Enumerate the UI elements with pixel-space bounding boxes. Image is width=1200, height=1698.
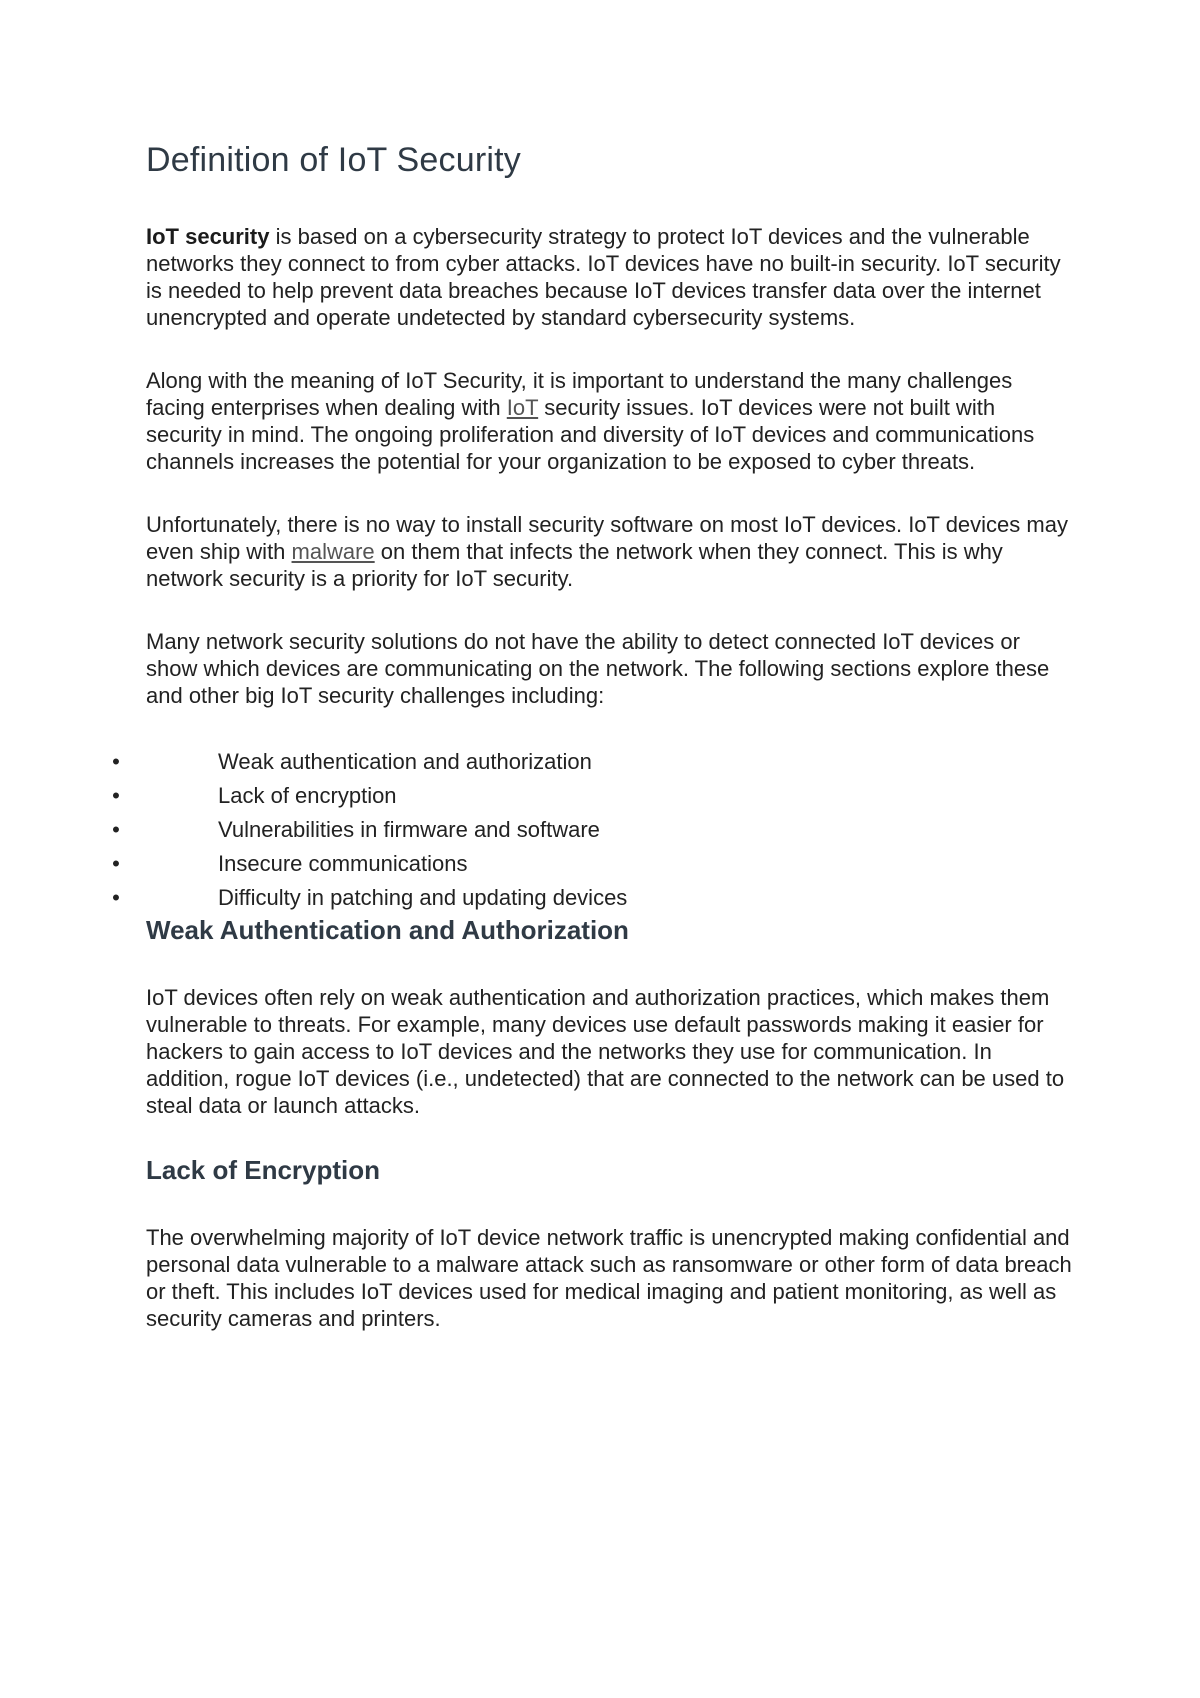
list-item (106, 847, 1076, 881)
list-item-text: Weak authentication and authorization (218, 748, 592, 774)
intro-paragraph (146, 223, 1076, 331)
bullet-icon: • (112, 850, 120, 876)
list-item (106, 779, 1076, 813)
malware-paragraph (146, 511, 1076, 592)
bullet-icon: • (112, 884, 120, 910)
iot-link[interactable]: IoT (506, 394, 539, 420)
intro-text: is based on a cybersecurity strategy to protect IoT devices and the vulnerable networks they connect to from cyber attacks. IoT devices have no built-in security. IoT security is needed to help prevent data breaches because IoT devices transfer data over the internet unencrypted and operate undetected by standard cybersecurity systems. (146, 223, 1061, 330)
intro-bold-lead: IoT security (146, 223, 270, 249)
weak-authentication-paragraph: IoT devices often rely on weak authentication and authorization practices, which makes them vulnerable to threats. For example, many devices use default passwords making it easier for hackers to gain access to IoT devices and the networks they use for communication. In addition, rogue IoT devices (i.e., undetected) that are connected to the network can be used to steal data or launch attacks. (146, 984, 1065, 1118)
list-item (106, 881, 1076, 915)
list-item-text: Difficulty in patching and updating devices (218, 884, 628, 910)
document-body (112, 140, 1076, 1368)
bullet-icon: • (112, 816, 120, 842)
list-item-text: Insecure communications (218, 850, 468, 876)
challenges-intro-paragraph (146, 367, 1076, 475)
para2-text-before: Along with the meaning of IoT Security, it is important to understand the many challenges facing enterprises when dealing with (146, 367, 1013, 420)
bullet-icon: • (112, 782, 120, 808)
list-item-text: Lack of encryption (218, 782, 397, 808)
para3-text-after: on them that infects the network when they connect. This is why network security is a priority for IoT security. (146, 538, 1003, 591)
list-item (106, 813, 1076, 847)
challenge-list (106, 745, 1076, 915)
sections-overview-paragraph: Many network security solutions do not have the ability to detect connected IoT devices or show which devices are communicating on the network. The following sections explore these and other big IoT security challenges including: (146, 628, 1050, 708)
page-title: Definition of IoT Security (146, 141, 521, 179)
list-item (106, 745, 1076, 779)
section-heading-weak-authentication: Weak Authentication and Authorization (146, 914, 629, 945)
para2-text-after: security issues. IoT devices were not built with security in mind. The ongoing proliferation and diversity of IoT devices and communications channels increases the potential for your organization to be exposed to cyber threats. (146, 394, 1035, 474)
list-item-text: Vulnerabilities in firmware and software (218, 816, 600, 842)
para3-text-before: Unfortunately, there is no way to install security software on most IoT devices. IoT devices may even ship with (146, 511, 1068, 564)
malware-link[interactable]: malware (291, 538, 375, 564)
section-heading-lack-of-encryption: Lack of Encryption (146, 1154, 381, 1185)
lack-of-encryption-paragraph: The overwhelming majority of IoT device network traffic is unencrypted making confidential and personal data vulnerable to a malware attack such as ransomware or other form of data breach or theft. This includes IoT devices used for medical imaging and patient monitoring, as well as security cameras and printers. (146, 1225, 1072, 1332)
bullet-icon: • (112, 748, 120, 774)
